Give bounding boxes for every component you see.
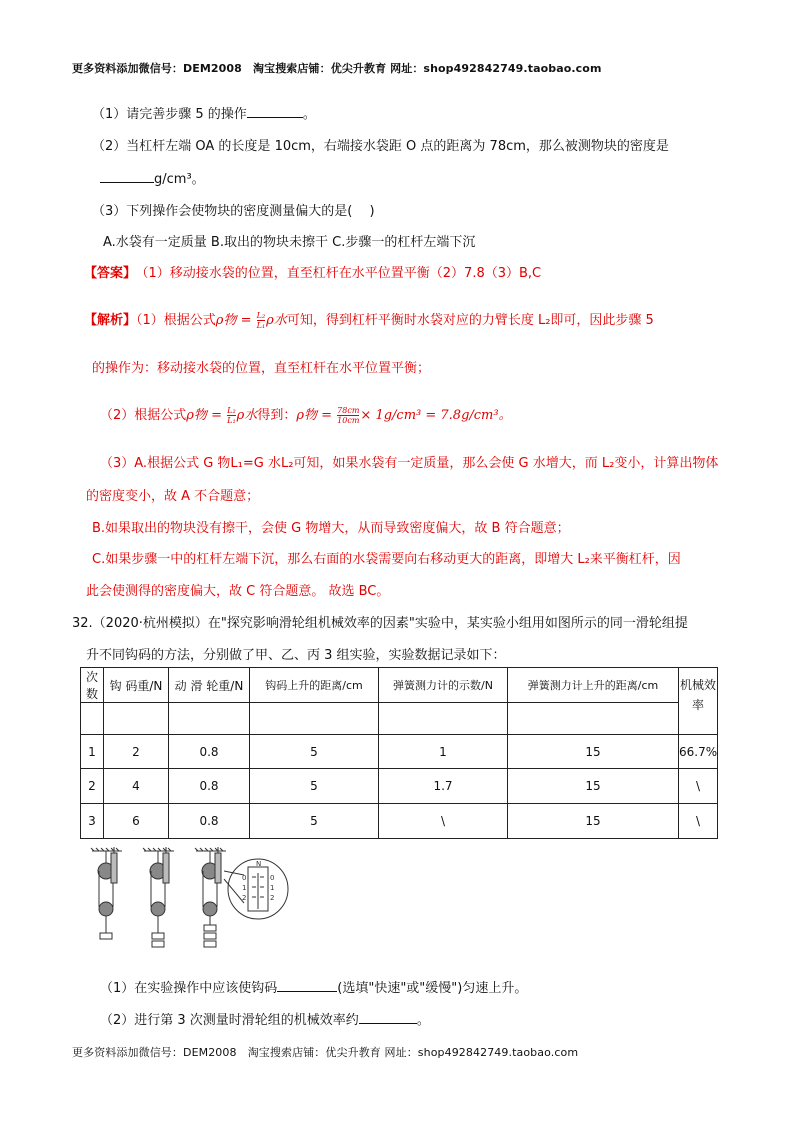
formula-result: ρ物 = $\frac{78cm}{10cm}$ × 1g/cm³ = 7.8g/cm³。 <box>296 406 512 425</box>
analysis-part3-line1: （3）A.根据公式 G 物L₁=G 水L₂可知，如果水袋有一定质量，那么会使 G 水增大，而 L₂变小，计算出物体 <box>100 456 719 471</box>
page-footer: 更多资料添加微信号：DEM2008 淘宝搜索店铺：优尖升教育 网址：shop492842749.taobao.com <box>72 1046 579 1059</box>
scale-label: 0 <box>270 874 275 882</box>
scale-label: 0 <box>242 874 247 882</box>
q31-part1-text: （1）请完善步骤 5 的操作 <box>92 107 247 122</box>
analysis-part2: （2）根据公式ρ物 = $\frac{\text{L₂}}{\text{L₁}}$ ρ水得到：ρ物 = $\frac{78cm}{10cm}$ × 1g/cm³ = 7.8g/cm³。 <box>100 406 512 425</box>
formula-density-2: ρ物 = $\frac{\text{L₂}}{\text{L₁}}$ ρ水 <box>186 406 258 425</box>
scale-label: 2 <box>270 894 275 902</box>
analysis-part3-line3: B.如果取出的物块没有擦干，会使 G 物增大，从而导致密度偏大，故 B 符合题意； <box>92 521 570 536</box>
analysis-tag: 【解析】 <box>84 313 137 328</box>
scale-label: 2 <box>242 894 247 902</box>
answer-blank[interactable] <box>277 979 337 992</box>
experiment-data-table <box>80 667 718 839</box>
answer-text: （1）移动接水袋的位置，直至杠杆在水平位置平衡（2）7.8（3）B,C <box>142 266 542 281</box>
table-header-row <box>81 668 718 703</box>
q31-options: A.水袋有一定质量 B.取出的物块未擦干 C.步骤一的杠杆左端下沉 <box>103 235 476 250</box>
q31-part3: （3）下列操作会使物块的密度测量偏大的是( ) <box>92 204 375 219</box>
pulley-apparatus-figure <box>88 845 298 955</box>
answer-blank[interactable] <box>247 105 303 118</box>
table-row: 3 6 0.8 5 \ 15 \ <box>81 804 718 839</box>
scale-label: 1 <box>270 884 275 892</box>
page-header: 更多资料添加微信号：DEM2008 淘宝搜索店铺：优尖升教育 网址：shop492842749.taobao.com <box>72 62 602 75</box>
analysis-part3-line4: C.如果步骤一中的杠杆左端下沉，那么右面的水袋需要向右移动更大的距离，即增大 L₂来平衡杠杆，因 <box>92 552 681 567</box>
scale-label: 1 <box>242 884 247 892</box>
table-row: 2 4 0.8 5 1.7 15 \ <box>81 769 718 804</box>
table-header-cell: 机械效率 <box>679 668 718 735</box>
q32-line1: 32.（2020·杭州模拟）在"探究影响滑轮组机械效率的因素"实验中，某实验小组用如图所示的同一滑轮组提 <box>72 616 688 631</box>
table-header-cell: 次数 <box>81 668 104 703</box>
q32-sub2: （2）进行第 3 次测量时滑轮组的机械效率约 。 <box>100 1013 430 1028</box>
q31-part2-line2: g/cm³。 <box>100 168 205 187</box>
answer-line <box>84 262 541 281</box>
answer-tag: 【答案】 <box>84 266 137 281</box>
table-header-cell: 弹簧测力计上升的距离/cm <box>508 668 679 703</box>
analysis-part3-line2: 的密度变小，故 A 不合题意； <box>86 489 260 504</box>
table-header-cell: 动 滑 轮重/N <box>169 668 250 703</box>
q32-line2: 升不同钩码的方法，分别做了甲、乙、丙 3 组实验，实验数据记录如下： <box>86 648 506 663</box>
table-header-cell: 弹簧测力计的示数/N <box>379 668 508 703</box>
q31-part2-line1: （2）当杠杆左端 OA 的长度是 10cm，右端接水袋距 O 点的距离为 78cm，那么被测物块的密度是 <box>92 139 669 154</box>
answer-blank[interactable] <box>100 170 154 183</box>
scale-label: N <box>256 860 262 868</box>
analysis-part3-line5: 此会使测得的密度偏大，故 C 符合题意。 故选 BC。 <box>86 584 390 599</box>
table-header-cell: 钩 码重/N <box>104 668 169 703</box>
table-header-cell: 钩码上升的距离/cm <box>250 668 379 703</box>
q32-sub1: （1）在实验操作中应该使钩码 (选填"快速"或"缓慢")匀速上升。 <box>100 981 528 996</box>
table-row: 1 2 0.8 5 1 15 66.7% <box>81 735 718 769</box>
formula-density-1: ρ物 = $\frac{\text{L₂}}{\text{L₁}}$ ρ水 <box>215 311 287 330</box>
q31-part1: （1）请完善步骤 5 的操作 。 <box>92 107 316 122</box>
analysis-line1: 【解析】（1）根据公式ρ物 = $\frac{\text{L₂}}{\text{L₁}}$ ρ水可知，得到杠杆平衡时水袋对应的力臂长度 L₂即可，因此步骤 5 <box>84 311 654 330</box>
answer-blank[interactable] <box>359 1011 417 1024</box>
analysis-line2: 的操作为：移动接水袋的位置，直至杠杆在水平位置平衡； <box>92 361 431 376</box>
